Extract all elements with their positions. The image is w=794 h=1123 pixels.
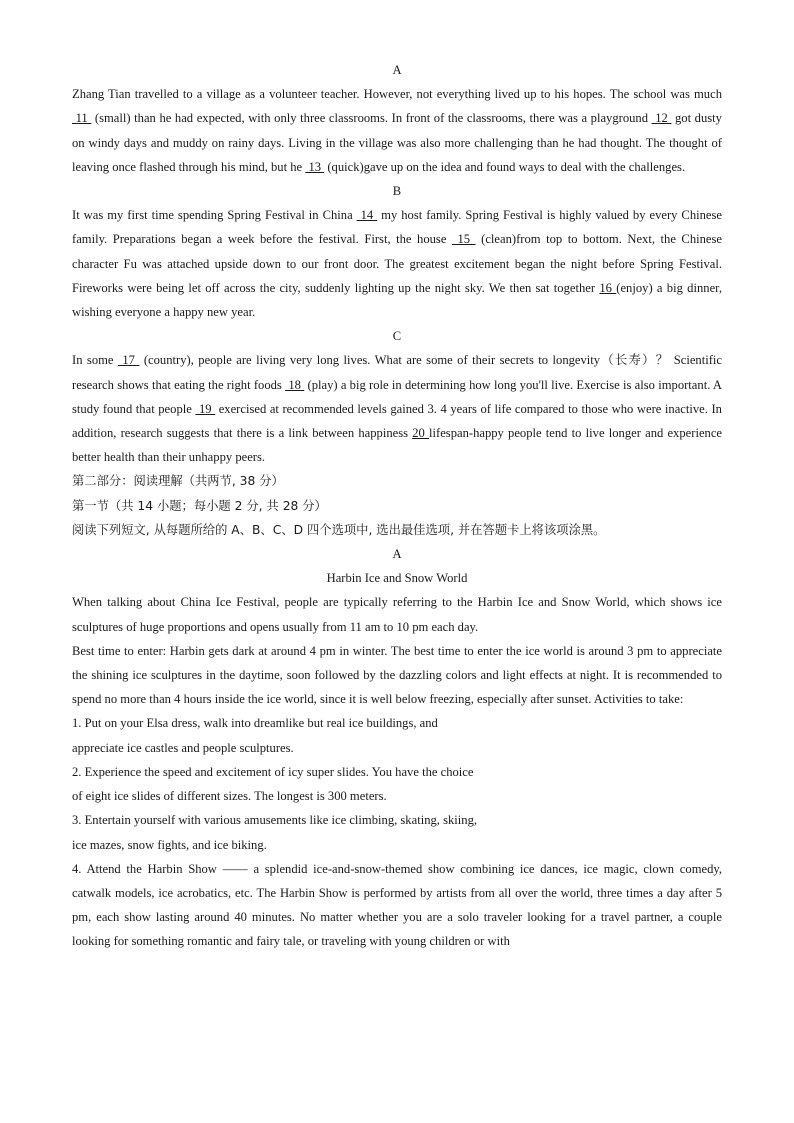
section-c-passage: In some 17 (country), people are living very long lives. What are some of their secrets to longevity（长寿）？ Scientific research shows that eating the right foods 18 (play) a big role in determining how long you'll live. Exercise is also important. A study found that people 19 exercised at recommended levels gained 3. 4 years of life compared to those who were inactive. In addition, research suggests that there is a link between happiness 20 lifespan-happy people tend to live longer and experience better health than their unhappy peers. bbox=[72, 353, 723, 465]
activity-item-2b: of eight ice slides of different sizes. The longest is 300 meters. bbox=[72, 789, 387, 804]
blank-20: 20 bbox=[412, 426, 430, 441]
section-one-title: 第一节（共 14 小题；每小题 2 分, 共 28 分） bbox=[72, 498, 327, 513]
part-two-title: 第二部分：阅读理解（共两节, 38 分） bbox=[72, 474, 284, 489]
activity-item-1a: 1. Put on your Elsa dress, walk into dreamlike but real ice buildings, and bbox=[72, 716, 438, 731]
activity-item-4: 4. Attend the Harbin Show —— a splendid ice-and-snow-themed show combining ice dances, ice magic, clown comedy, catwalk models, ice acrobatics, etc. The Harbin Show is performed by artists from all over the world, three times a day after 5 pm, each show lasting around 40 minutes. No matter whether you are a solo traveler looking for a travel partner, a couple looking for something romantic and fairy tale, or traveling with young children or with bbox=[72, 861, 722, 949]
section-c-heading: C bbox=[392, 329, 402, 344]
reading-paragraph-2: Best time to enter: Harbin gets dark at around 4 pm in winter. The best time to enter the ice world is around 3 pm to appreciate the shining ice sculptures in the daytime, soon followed by the dazzling colors and light effects at night. It is recommended to spend no more than 4 hours inside the ice world, since it is well below freezing, especially after sunset. Activities to take: bbox=[72, 643, 722, 707]
exam-page bbox=[72, 58, 722, 954]
blank-13: 13 bbox=[305, 159, 325, 174]
activity-item-3a: 3. Entertain yourself with various amusements like ice climbing, skating, skiing, bbox=[72, 813, 478, 828]
blank-18: 18 bbox=[285, 377, 305, 392]
blank-12: 12 bbox=[651, 111, 672, 126]
blank-19: 19 bbox=[195, 401, 216, 416]
activity-item-2a: 2. Experience the speed and excitement of icy super slides. You have the choice bbox=[72, 764, 474, 779]
reading-paragraph-1: When talking about China Ice Festival, people are typically referring to the Harbin Ice and Snow World, which shows ice sculptures of huge proportions and opens usually from 11 am to 10 pm each day. bbox=[72, 595, 722, 634]
blank-14: 14 bbox=[356, 208, 378, 223]
blank-17: 17 bbox=[117, 353, 140, 368]
reading-title: Harbin Ice and Snow World bbox=[326, 571, 468, 586]
blank-15: 15 bbox=[451, 232, 476, 247]
section-a-heading: A bbox=[392, 63, 402, 77]
activity-item-1b: appreciate ice castles and people sculptures. bbox=[72, 740, 294, 755]
section-b-passage: It was my first time spending Spring Festival in China 14 my host family. Spring Festival is highly valued by every Chinese family. Preparations began a week before the festival. First, the house 15 (clean)from top to bottom. Next, the Chinese character Fu was attached upside down to our front door. The greatest excitement began the night before Spring Festival. Fireworks were being let off across the city, suddenly lighting up the night sky. We then sat together 16 (enjoy) a big dinner, wishing everyone a happy new year. bbox=[72, 208, 723, 320]
activity-item-3b: ice mazes, snow fights, and ice biking. bbox=[72, 837, 267, 852]
blank-16: 16 bbox=[599, 280, 617, 295]
section-a-passage: Zhang Tian travelled to a village as a volunteer teacher. However, not everything lived up to his hopes. The school was much 11 (small) than he had expected, with only three classrooms. In front of the classrooms, there was a playground 12 got dusty on windy days and muddy on rainy days. Living in the village was also more challenging than he had thought. The thought of leaving once flashed through his mind, but he 13 (quick)gave up on the idea and found ways to deal with the challenges. bbox=[72, 87, 722, 174]
section-b-heading: B bbox=[392, 184, 402, 199]
reading-instruction: 阅读下列短文, 从每题所给的 A、B、C、D 四个选项中, 选出最佳选项, 并在答题卡上将该项涂黑。 bbox=[72, 522, 606, 537]
blank-11: 11 bbox=[72, 111, 92, 126]
reading-a-heading: A bbox=[392, 547, 402, 562]
